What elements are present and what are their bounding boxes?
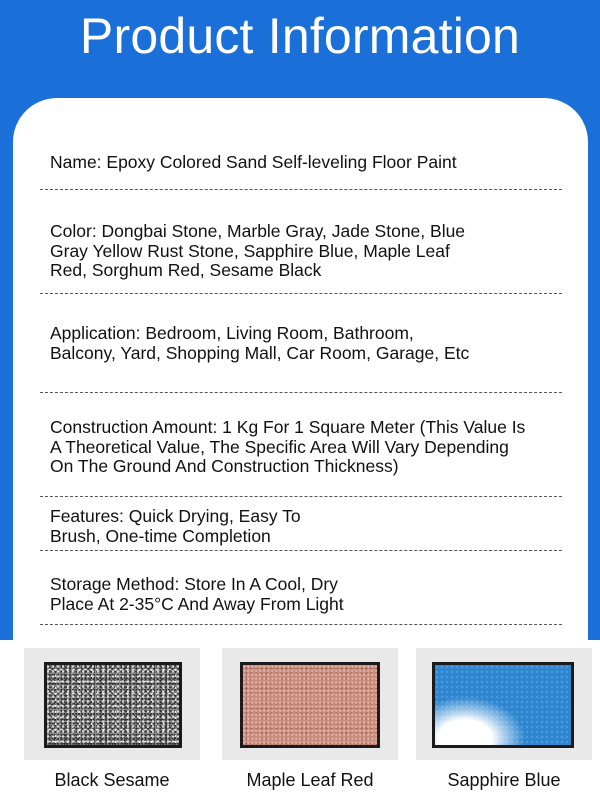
- info-line: Features: Quick Drying, Easy To: [50, 506, 301, 526]
- info-line: A Theoretical Value, The Specific Area Will Vary Depending: [50, 436, 509, 457]
- swatch-label-sapphire-blue: Sapphire Blue: [447, 770, 561, 790]
- info-line: Brush, One-time Completion: [50, 525, 271, 546]
- divider: [40, 189, 562, 190]
- info-line: Red, Sorghum Red, Sesame Black: [50, 260, 322, 280]
- swatch-frame-sapphire-blue: [416, 648, 592, 760]
- info-line: Storage Method: Store In A Cool, Dry: [50, 574, 338, 594]
- info-construction-amount: [50, 418, 572, 477]
- divider: [40, 392, 562, 393]
- divider: [40, 550, 562, 551]
- info-storage-method: [50, 575, 572, 614]
- divider: [40, 624, 562, 625]
- info-line: Name: Epoxy Colored Sand Self-leveling Floor Paint: [50, 152, 457, 172]
- page-title: Product Information: [79, 8, 521, 64]
- swatch-frame-black-sesame: [24, 648, 200, 760]
- swatch-sapphire-blue: [432, 662, 574, 748]
- divider: [40, 293, 562, 294]
- info-line: Gray Yellow Rust Stone, Sapphire Blue, Maple Leaf: [50, 240, 450, 261]
- info-color: [50, 222, 572, 281]
- swatch-maple-leaf-red: [240, 662, 380, 748]
- swatch-label-maple-leaf-red: Maple Leaf Red: [246, 770, 374, 790]
- info-line: Balcony, Yard, Shopping Mall, Car Room, Garage, Etc: [50, 342, 470, 363]
- info-line: Construction Amount: 1 Kg For 1 Square Meter (This Value Is: [50, 417, 526, 437]
- info-line: Application: Bedroom, Living Room, Bathroom,: [50, 323, 414, 343]
- info-line: Place At 2-35°C And Away From Light: [50, 593, 344, 614]
- info-line: Color: Dongbai Stone, Marble Gray, Jade Stone, Blue: [50, 221, 466, 241]
- swatch-frame-maple-leaf-red: [222, 648, 398, 760]
- swatch-label-black-sesame: Black Sesame: [54, 770, 170, 790]
- info-features: [50, 507, 572, 546]
- swatch-black-sesame: [44, 662, 182, 748]
- info-name: [50, 153, 572, 173]
- divider: [40, 496, 562, 497]
- info-application: [50, 324, 572, 363]
- info-line: On The Ground And Construction Thickness): [50, 456, 399, 476]
